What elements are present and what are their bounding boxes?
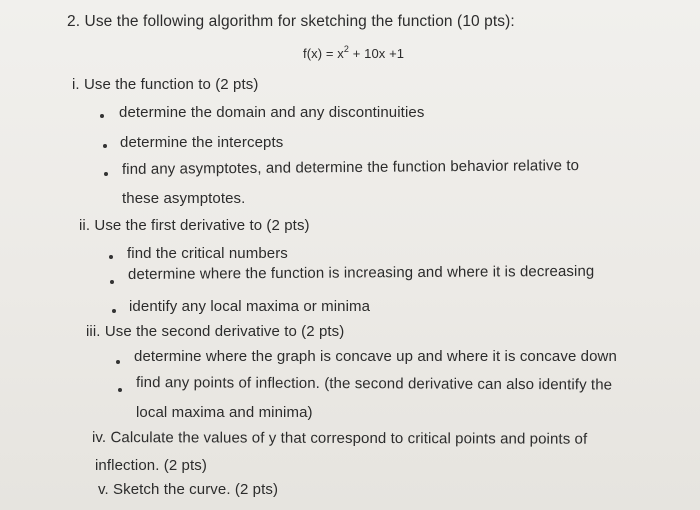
function-lhs: f(x) = x [303,46,344,61]
bullet-icon [110,280,114,284]
section-v-label: v. Sketch the curve. (2 pts) [98,481,279,498]
section-ii-item-3: identify any local maxima or minima [129,298,371,315]
section-ii-item-2: determine where the function is increasing and where it is decreasing [127,262,595,283]
section-iv-line-1: iv. Calculate the values of y that correspond to critical points and points of [91,429,588,448]
section-i-label: i. Use the function to (2 pts) [72,76,259,93]
function-rhs: + 10x +1 [349,46,405,61]
bullet-icon [103,144,107,148]
bullet-icon [116,360,120,364]
section-i-item-2: determine the intercepts [120,134,284,151]
bullet-icon [104,172,108,176]
section-iii-item-1: determine where the graph is concave up and where it is concave down [134,348,617,365]
section-iii-label: iii. Use the second derivative to (2 pts) [86,323,345,340]
function-expression [303,45,404,63]
bullet-icon [112,309,116,313]
section-i-item-3-cont: these asymptotes. [122,190,246,207]
section-iii-item-2-cont: local maxima and minima) [136,404,313,421]
bullet-icon [100,114,104,118]
section-ii-label: ii. Use the first derivative to (2 pts) [79,217,310,234]
bullet-icon [109,255,113,259]
problem-title: 2. Use the following algorithm for sketching the function (10 pts): [67,13,515,30]
section-iv-line-2: inflection. (2 pts) [95,457,207,474]
section-i-item-1: determine the domain and any discontinuities [119,104,425,121]
section-i-item-3: find any asymptotes, and determine the function behavior relative to [121,157,580,178]
section-ii-item-1: find the critical numbers [127,245,288,262]
bullet-icon [118,388,122,392]
function-exponent: 2 [343,44,349,54]
section-iii-item-2: find any points of inflection. (the second derivative can also identify the [135,374,613,394]
